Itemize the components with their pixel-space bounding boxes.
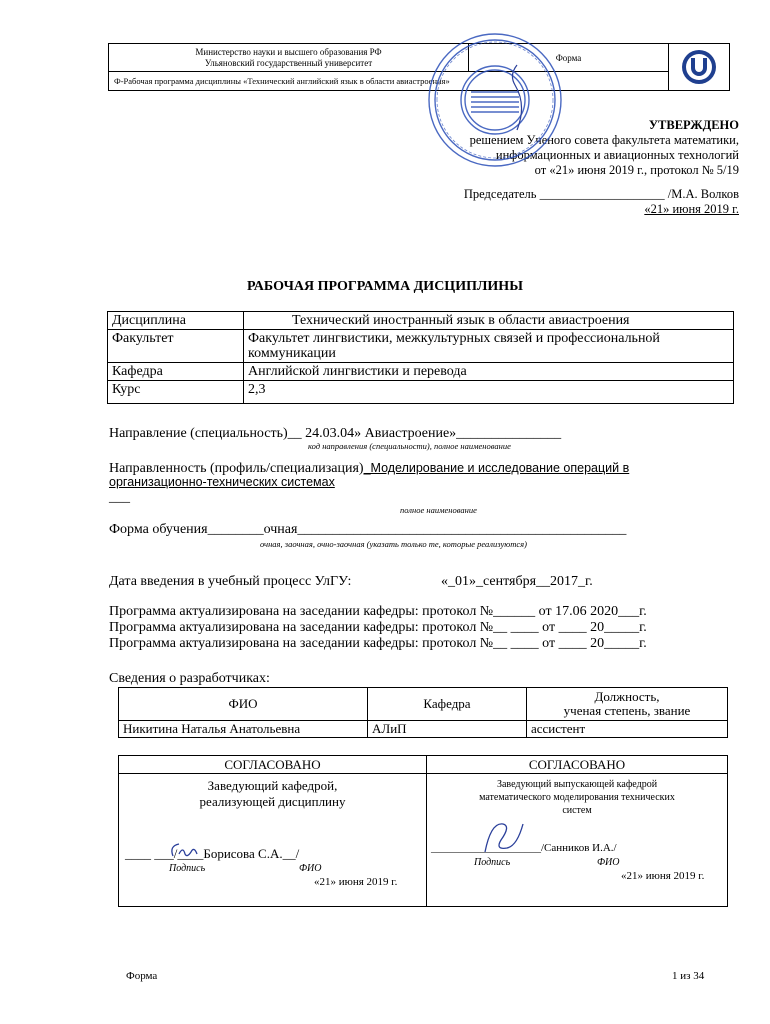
discipline-info-table: [107, 311, 734, 404]
page-title: РАБОЧАЯ ПРОГРАММА ДИСЦИПЛИНЫ: [247, 279, 523, 294]
university-text: Ульяновский государственный университет: [204, 58, 373, 68]
table-row: [108, 312, 734, 330]
direction-label: Направление (специальность): [109, 426, 288, 441]
direction-note: код направления (специальности), полное наименование: [308, 441, 511, 451]
form-label: Форма: [469, 44, 669, 72]
discipline-key: Дисциплина: [108, 312, 244, 330]
program-line: Ф-Рабочая программа дисциплины «Технический английский язык в области авиастроения»: [109, 72, 669, 90]
course-key: Курс: [108, 381, 244, 404]
direction-value: __ 24.03.04» Авиастроение»_______________: [287, 426, 562, 441]
developer-name: Никитина Наталья Анатольевна: [119, 721, 368, 738]
developer-department: АЛиП: [368, 721, 527, 738]
right-date: «21» июня 2019 г.: [621, 870, 705, 882]
approval-date: «21» июня 2019 г.: [644, 202, 739, 216]
footer-form-label: Форма: [126, 970, 158, 982]
table-row: [119, 721, 728, 738]
profile-value-2: организационно-технических системах: [109, 475, 335, 489]
agreement-block: [118, 755, 728, 907]
col-header-fio: ФИО: [119, 688, 368, 721]
course-value: 2,3: [244, 381, 734, 404]
approval-line1: решением Ученого совета факультета математики,: [469, 133, 739, 147]
discipline-value: Технический иностранный язык в области авиастроения: [244, 312, 734, 330]
left-sign-line: ____ ___/____Борисова С.А.__/: [125, 846, 300, 861]
profile-dash: ___: [109, 490, 130, 505]
update-line-1: Программа актуализирована на заседании кафедры: протокол №______ от 17.06 2020___г.: [109, 604, 647, 619]
direction-line: [109, 426, 561, 442]
right-signature: [479, 818, 529, 858]
table-row: [108, 363, 734, 381]
left-role: [119, 778, 426, 810]
department-key: Кафедра: [108, 363, 244, 381]
table-row: [108, 381, 734, 404]
right-role-2: математического моделирования технических: [479, 792, 675, 803]
approval-line3: от «21» июня 2019 г., протокол № 5/19: [534, 163, 739, 177]
col-header-position: [527, 688, 728, 721]
developers-caption: Сведения о разработчиках:: [109, 671, 270, 686]
left-signature: [169, 840, 203, 862]
update-line-3: Программа актуализирована на заседании кафедры: протокол №__ ____ от ____ 20_____г.: [109, 636, 647, 651]
profile-label: Направленность (профиль/специализация): [109, 461, 364, 476]
profile-note: полное наименование: [400, 505, 477, 515]
intro-date-label: Дата введения в учебный процесс УлГУ:: [109, 574, 352, 589]
document-header: [108, 43, 730, 91]
right-sign-label: Подпись: [474, 857, 511, 868]
university-logo: [669, 44, 729, 90]
study-form-tail: _______________________________________________: [297, 522, 627, 537]
study-form-note: очная, заочная, очно-заочная (указать только те, которые реализуются): [260, 539, 527, 549]
update-line-2: Программа актуализирована на заседании кафедры: протокол №__ ____ от ____ 20_____г.: [109, 620, 647, 635]
university-stamp: [425, 30, 565, 170]
right-sign-line: ____________________/Санников И.А./: [431, 842, 617, 854]
page-number: 1 из 34: [672, 970, 705, 982]
ministry-text: Министерство науки и высшего образования РФ: [195, 47, 382, 57]
profile-value-1: _Моделирование и исследование операций в: [363, 461, 630, 475]
study-form-line: [109, 522, 626, 538]
agreement-left-title: СОГЛАСОВАНО: [224, 757, 321, 772]
faculty-key: Факультет: [108, 330, 244, 363]
study-form-label: Форма обучения________очная: [109, 522, 298, 537]
approval-chair: Председатель ____________________ /М.А. Волков: [463, 187, 739, 201]
intro-date-value: «_01»_сентября__2017_г.: [441, 574, 593, 589]
left-sign-label: Подпись: [169, 863, 206, 874]
right-role-1: Заведующий выпускающей кафедрой: [496, 779, 658, 790]
table-row: [108, 330, 734, 363]
department-value: Английской лингвистики и перевода: [244, 363, 734, 381]
approval-line2: информационных и авиационных технологий: [495, 148, 739, 162]
header-organization: [109, 44, 469, 72]
agreement-right-title: СОГЛАСОВАНО: [528, 757, 626, 772]
left-date: «21» июня 2019 г.: [314, 876, 398, 888]
agreement-divider-horizontal: [119, 773, 727, 774]
faculty-value: Факультет лингвистики, межкультурных связей и профессиональной коммуникации: [244, 330, 734, 363]
approval-heading: УТВЕРЖДЕНО: [648, 118, 739, 132]
right-role-3: систем: [562, 805, 592, 816]
developers-table: [118, 687, 728, 738]
left-role-2: реализующей дисциплину: [199, 794, 346, 809]
col-header-position-2: ученая степень, звание: [563, 703, 691, 718]
table-header-row: [119, 688, 728, 721]
left-role-1: Заведующий кафедрой,: [207, 778, 338, 793]
col-header-department: Кафедра: [368, 688, 527, 721]
right-fio-label: ФИО: [597, 857, 620, 868]
col-header-position-1: Должность,: [594, 689, 660, 704]
developer-position: ассистент: [527, 721, 728, 738]
left-fio-label: ФИО: [299, 863, 322, 874]
right-role: [427, 778, 727, 817]
